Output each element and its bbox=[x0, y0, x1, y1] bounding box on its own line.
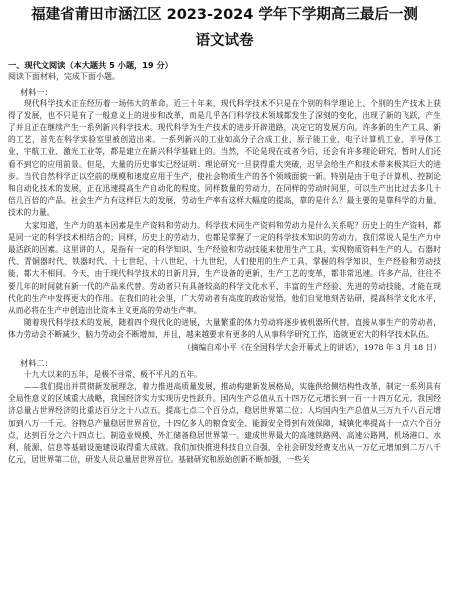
material-2-label: 材料二： bbox=[20, 357, 53, 368]
exam-subtitle: 语文试卷 bbox=[195, 33, 254, 49]
instruction-text: 阅读下面材料，完成下面小题。 bbox=[8, 72, 120, 81]
material-1-paragraph: 大家知道，生产力的基本因素是生产资料和劳动力。科学技术同生产资料和劳动力是什么关系呢？历史上的生产资料，都是同一定的科学技术相结合的；同样，历史上的劳动力，也都是掌握了一定的科学技术知识的劳动力。我们常说人是生产力中最活跃的因素。这里讲的人，是指有一定的科学知识、生产经验和劳动技能来使用生产工具、实现物质资料生产的人。石器时代、青铜器时代、铁器时代、十七世纪、十八世纪、十九世纪，人们使用的生产工具，掌握的科学知识、生产经验和劳动技能，都大不相同。今天，由于现代科学技术的日新月异，生产设备的更新，生产工艺的变革，都非常迅速。许多产品，往往不要几年的时间就有新一代的产品来代替。劳动者只有具备较高的科学文化水平、丰富的生产经验、先进的劳动技能，才能在现代化的生产中发挥更大的作用。在我们的社会里，广大劳动者有高度的政治觉悟，他们自觉地刻苦钻研，提高科学文化水平，从而必将在生产中创造出比资本主义更高的劳动生产率。 bbox=[8, 220, 441, 315]
exam-title: 福建省莆田市涵江区 2023-2024 学年下学期高三最后一测 bbox=[31, 7, 418, 23]
section-heading: 一、现代文阅读（本大题共 5 小题，19 分） bbox=[8, 60, 173, 70]
material-1-label: 材料一： bbox=[20, 86, 53, 97]
material-2-paragraph: 十九大以来的五年，是极不寻常、极不平凡的五年。 bbox=[24, 369, 202, 379]
material-2-paragraph: ——我们提出并贯彻新发展理念，着力推进高质量发展，推动构建新发展格局，实施供给侧结构性改革，制定一系列具有全局性意义的区域重大战略，我国经济实力实现历史性跃升。国内生产总值从五十四万亿元增长到一百一十四万亿元，我国经济总量占世界经济的比重达百分之十八点五，提高七点二个百分点，稳居世界第二位；人均国内生产总值从三万九千八百元增加到八万一千元。谷物总产量稳居世界首位，十四亿多人的粮食安全、能源安全得到有效保障，城镇化率提高十一点六个百分点，达到百分之六十四点七。制造业规模、外汇储备稳居世界第一。建成世界最大的高速铁路网、高速公路网，机场港口、水利、能源、信息等基础设施建设取得重大成就。我们加快推进科技自立自强，全社会研发经费支出从一万亿元增加到二万八千亿元，居世界第二位，研发人员总量居世界首位。基础研究和原始创新不断加强，一些关 bbox=[8, 381, 441, 465]
material-1-source: （摘编自邓小平《在全国科学大会开幕式上的讲话》，1978 年 3 月 18 日） bbox=[183, 342, 441, 352]
material-1-paragraph: 现代科学技术正在经历着一场伟大的革命。近三十年来，现代科学技术不只是在个别的科学理论上、个别的生产技术上获得了发展，也不只是有了一般意义上的进步和改革，而是几乎各门科学技术领域都发生了深刻的变化，出现了新的飞跃，产生了并且正在继续产生一系列新兴科学技术。现代科学为生产技术的进步开辟道路，决定它的发展方向。许多新的生产工具、新的工艺，首先在科学实验室里被创造出来。一系列新兴的工业如高分子合成工业、原子能工业、电子计算机工业、半导体工业、宇航工业、激光工业等，都是建立在新兴科学基础上的。当然，不论是现在或者今后，还会有许多理论研究，暂时人们还看不到它的应用前景。但是，大量的历史事实已经证明：理论研究一旦获得重大突破，迟早会给生产和技术带来极其巨大的进步。当代自然科学正以空前的规模和速度应用于生产，使社会物质生产的各个领域面貌一新。特别是由于电子计算机、控制论和自动化技术的发展，正在迅速提高生产自动化的程度。同样数量的劳动力，在同样的劳动时间里，可以生产出比过去多几十倍几百倍的产品。社会生产力有这样巨大的发展，劳动生产率有这样大幅度的提高，靠的是什么？最主要的是靠科学的力量、技术的力量。 bbox=[8, 98, 441, 218]
material-1-paragraph: 随着现代科学技术的发展，随着四个现代化的进展，大量繁重的体力劳动将逐步被机器所代替。直接从事生产的劳动者，体力劳动会不断减少，脑力劳动会不断增加，并且，越来越要求有更多的人从事科学研究工作，造就更宏大的科学技术队伍。 bbox=[8, 318, 441, 340]
